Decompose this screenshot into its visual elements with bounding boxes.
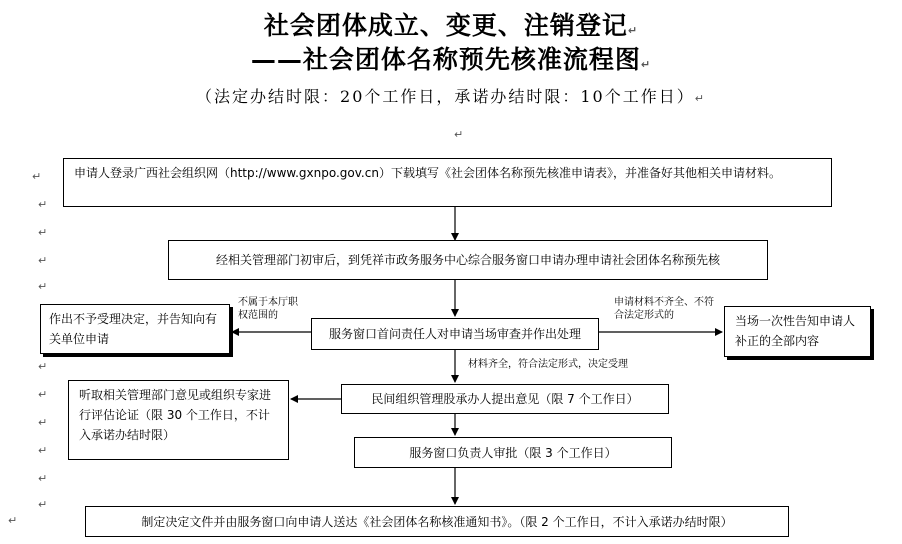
step-approve-text: 服务窗口负责人审批（限 3 个工作日） <box>409 446 617 460</box>
return-mark: ↵ <box>454 128 464 141</box>
title-line-1: 社会团体成立、变更、注销登记 <box>263 11 628 40</box>
step-window <box>311 318 599 350</box>
return-mark: ↵ <box>38 444 48 457</box>
step-apply <box>63 158 832 207</box>
return-mark: ↵ <box>32 170 42 183</box>
step-reject <box>40 304 230 354</box>
step-opinion <box>341 384 669 414</box>
return-mark: ↵ <box>640 58 652 71</box>
step-opinion-text: 民间组织管理股承办人提出意见（限 7 个工作日） <box>371 392 639 406</box>
return-mark: ↵ <box>38 498 48 511</box>
return-mark: ↵ <box>38 388 48 401</box>
step-expert <box>68 380 289 460</box>
label-complete <box>468 358 698 371</box>
step-notify <box>724 306 871 357</box>
label-not-scope <box>238 296 302 322</box>
return-mark: ↵ <box>38 360 48 373</box>
step-approve <box>354 437 672 468</box>
label-incomplete-text: 申请材料不齐全、不符合法定形式的 <box>614 297 714 321</box>
step-notify-text: 当场一次性告知申请人补正的全部内容 <box>735 314 856 348</box>
label-complete-text: 材料齐全，符合法定形式，决定受理 <box>468 359 628 370</box>
return-mark: ↵ <box>38 416 48 429</box>
return-mark: ↵ <box>38 226 48 239</box>
return-mark: ↵ <box>627 24 639 37</box>
step-reject-text: 作出不予受理决定，并告知向有关单位申请 <box>49 312 218 346</box>
step-apply-text: 申请人登录广西社会组织网（http://www.gxnpo.gov.cn）下载填写《社会团体名称预先核准申请表》，并准备好其他相关申请材料。 <box>74 166 781 180</box>
return-mark: ↵ <box>38 254 48 267</box>
step-window-text: 服务窗口首问责任人对申请当场审查并作出处理 <box>328 327 581 341</box>
label-not-scope-text: 不属于本厅职权范围的 <box>238 297 298 321</box>
step-review <box>168 240 768 280</box>
step-deliver-text: 制定决定文件并由服务窗口向申请人送达《社会团体名称核准通知书》。（限 2 个工作日，不计入承诺办结时限） <box>141 515 733 529</box>
title-line-2: ——社会团体名称预先核准流程图 <box>250 45 641 74</box>
return-mark: ↵ <box>694 92 706 105</box>
step-expert-text: 听取相关管理部门意见或组织专家进行评估论证（限 30 个工作日，不计入承诺办结时限） <box>79 388 272 442</box>
label-incomplete <box>614 296 716 322</box>
return-mark: ↵ <box>38 198 48 211</box>
step-deliver <box>85 506 789 537</box>
return-mark: ↵ <box>8 514 18 527</box>
step-review-text: 经相关管理部门初审后，到凭祥市政务服务中心综合服务窗口申请办理申请社会团体名称预先核 <box>215 253 720 267</box>
return-mark: ↵ <box>38 280 48 293</box>
time-limit-text: （法定办结时限：20个工作日，承诺办结时限：10个工作日） <box>196 87 695 106</box>
return-mark: ↵ <box>38 472 48 485</box>
